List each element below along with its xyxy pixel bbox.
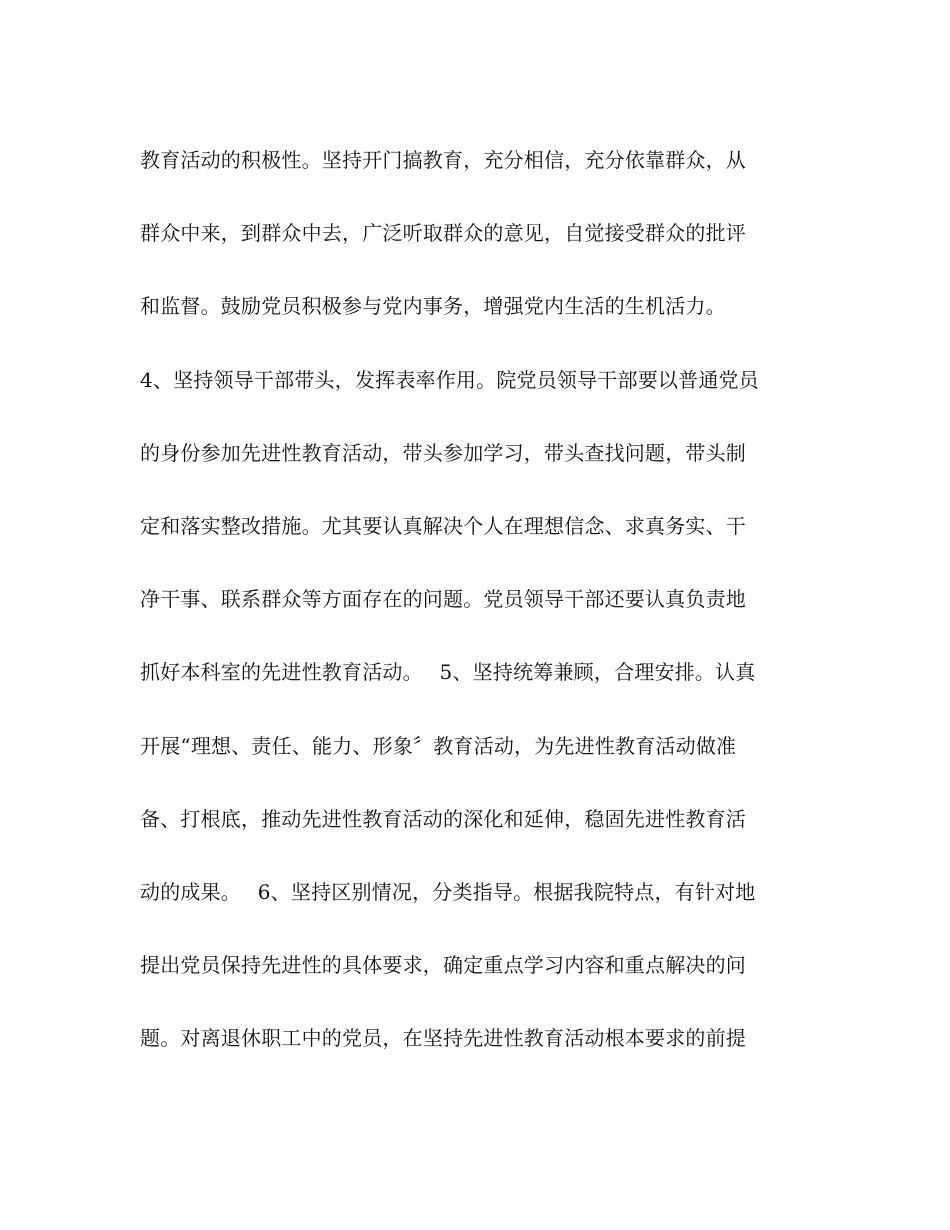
- text-line-6: 定和落实整改措施。尤其要认真解决个人在理想信念、求真务实、干: [140, 513, 746, 538]
- text-line-8: 抓好本科室的先进性教育活动。 5、坚持统筹兼顾，合理安排。认真: [140, 660, 756, 685]
- text-line-4: 4、坚持领导干部带头，发挥表率作用。院党员领导干部要以普通党员: [140, 367, 759, 392]
- text-line-1: 教育活动的积极性。坚持开门搞教育，充分相信，充分依靠群众，从: [140, 148, 746, 172]
- text-line-12: 提出党员保持先进性的具体要求，确定重点学习内容和重点解决的问: [140, 953, 746, 978]
- text-line-7: 净干事、联系群众等方面存在的问题。党员领导干部还要认真负责地: [140, 587, 746, 612]
- text-line-3: 和监督。鼓励党员积极参与党内事务，增强党内生活的生机活力。: [140, 294, 726, 319]
- text-line-11: 动的成果。 6、坚持区别情况，分类指导。根据我院特点，有针对地: [140, 879, 756, 904]
- text-line-10: 备、打根底，推动先进性教育活动的深化和延伸，稳固先进性教育活: [140, 806, 746, 831]
- text-line-13: 题。对离退休职工中的党员，在坚持先进性教育活动根本要求的前提: [140, 1026, 746, 1051]
- text-line-9: 开展“理想、责任、能力、形象〞教育活动，为先进性教育活动做准: [140, 733, 737, 758]
- text-line-2: 群众中来，到群众中去，广泛听取群众的意见，自觉接受群众的批评: [140, 221, 746, 246]
- body-text: [140, 124, 820, 1075]
- text-line-5: 的身份参加先进性教育活动，带头参加学习，带头查找问题，带头制: [140, 440, 746, 465]
